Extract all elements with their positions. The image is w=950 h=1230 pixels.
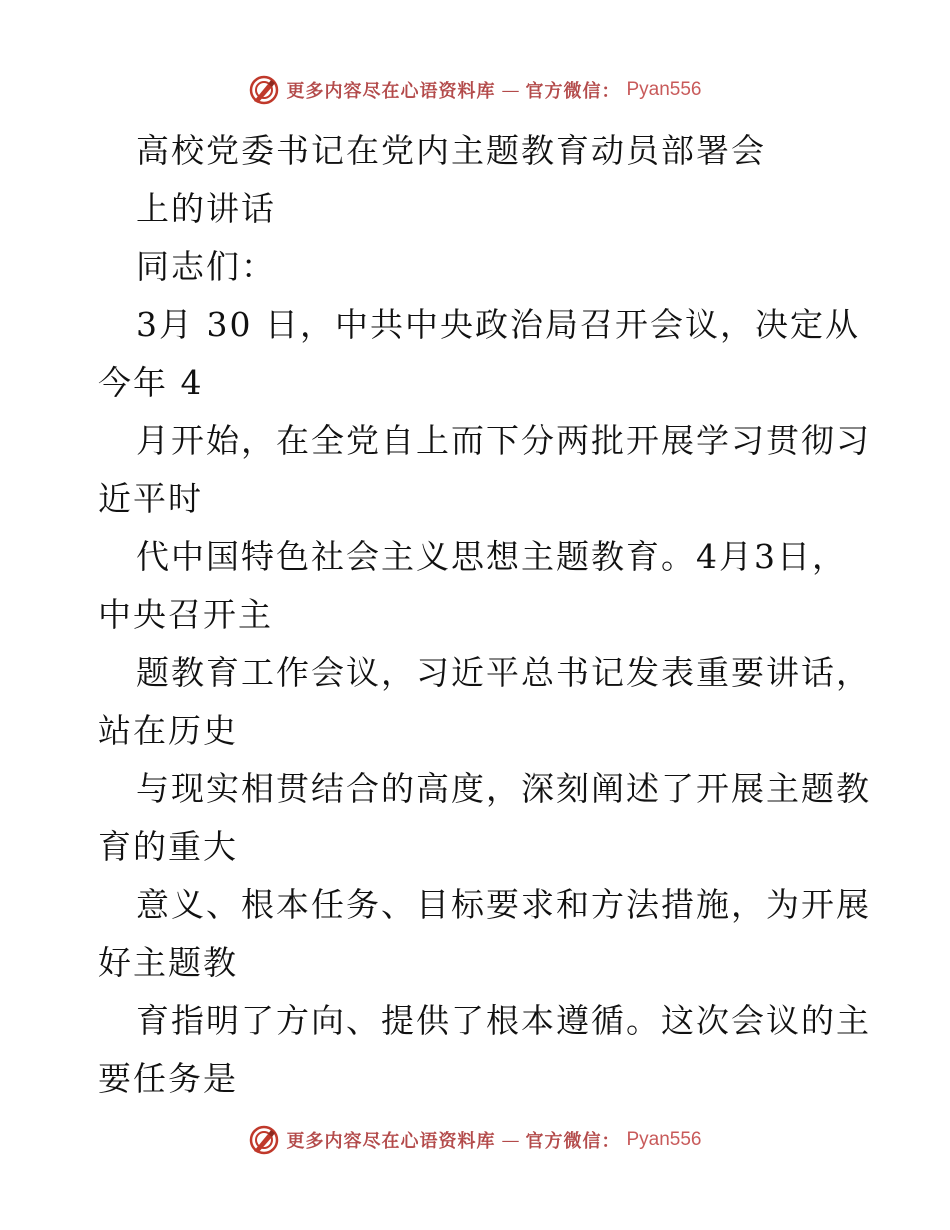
doc-line: 意义、根本任务、目标要求和方法措施，为开展 (136, 885, 871, 924)
banner-wechat-label: 官方微信： (525, 81, 621, 102)
doc-line: 与现实相贯结合的高度，深刻阐述了开展主题教 (136, 769, 871, 808)
doc-line: 育的重大 (98, 827, 238, 866)
footer-banner (0, 1120, 950, 1160)
banner-site-text: 更多内容尽在心语资料库 (286, 81, 496, 102)
doc-line: 好主题教 (98, 943, 238, 982)
pen-logo-icon (248, 74, 280, 106)
document-body (98, 122, 871, 1108)
doc-title-line-2: 上的讲话 (136, 189, 276, 228)
banner-wechat-id: Pyan556 (626, 79, 702, 100)
doc-line: 要任务是 (98, 1059, 238, 1098)
banner-site-text: 更多内容尽在心语资料库 (286, 1131, 496, 1152)
doc-line: 站在历史 (98, 711, 238, 750)
banner-wechat-label: 官方微信： (525, 1131, 621, 1152)
banner-dash: — (501, 79, 520, 101)
doc-salutation: 同志们： (136, 247, 276, 286)
doc-line: 3月 30 日，中共中央政治局召开会议，决定从 (136, 305, 860, 344)
doc-line: 月开始，在全党自上而下分两批开展学习贯彻习 (136, 421, 871, 460)
doc-line: 近平时 (98, 479, 203, 518)
pen-logo-icon (248, 1124, 280, 1156)
doc-line: 中央召开主 (98, 595, 273, 634)
banner-dash: — (501, 1129, 520, 1151)
doc-line: 题教育工作会议，习近平总书记发表重要讲话， (136, 653, 871, 692)
doc-line: 育指明了方向、提供了根本遵循。这次会议的主 (136, 1001, 871, 1040)
doc-line: 代中国特色社会主义思想主题教育。4月3日， (136, 537, 847, 576)
header-banner (0, 70, 950, 110)
banner-wechat-id: Pyan556 (626, 1129, 702, 1150)
doc-title-line-1: 高校党委书记在党内主题教育动员部署会 (136, 131, 766, 170)
doc-line: 今年 4 (98, 363, 204, 402)
